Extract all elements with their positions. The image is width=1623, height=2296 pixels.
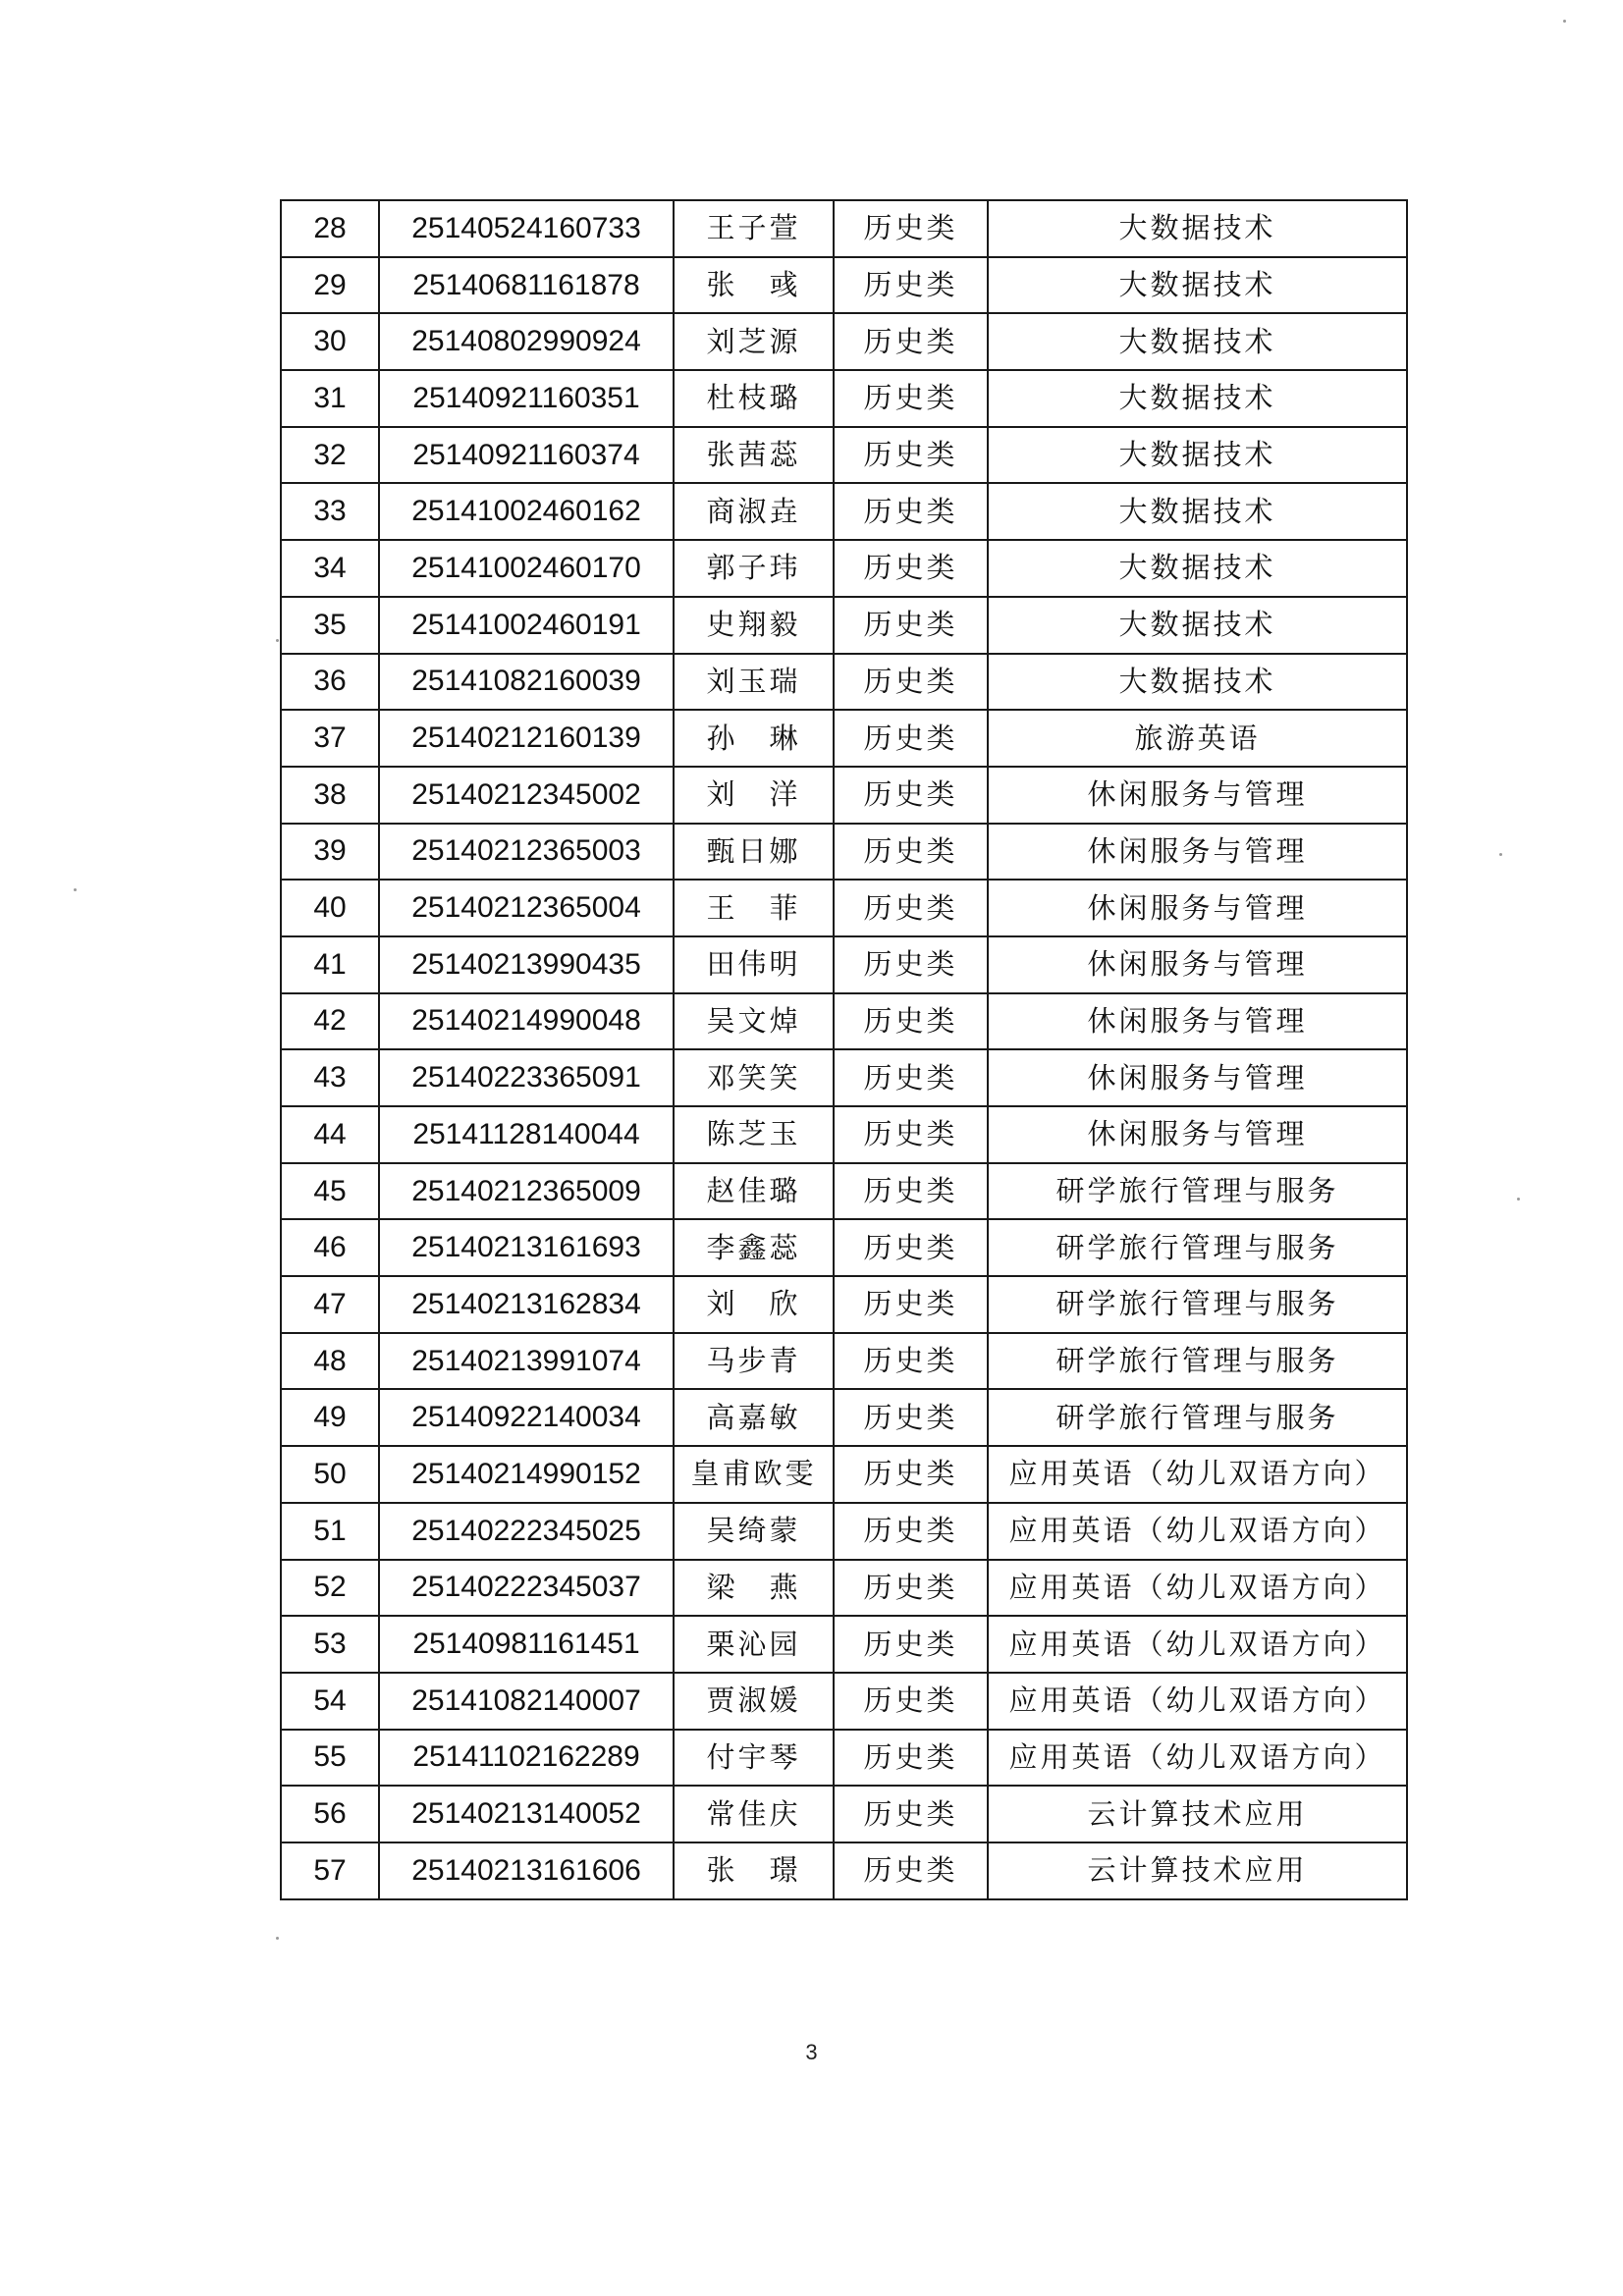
subject-category-cell: 历史类 bbox=[834, 1163, 988, 1220]
serial-number-cell: 35 bbox=[281, 597, 379, 654]
student-name-cell: 陈芝玉 bbox=[674, 1106, 834, 1163]
major-cell: 休闲服务与管理 bbox=[988, 1049, 1407, 1106]
major-cell: 大数据技术 bbox=[988, 597, 1407, 654]
subject-category-cell: 历史类 bbox=[834, 880, 988, 936]
candidate-id-cell: 25141082160039 bbox=[379, 654, 674, 711]
scan-speck bbox=[276, 639, 279, 642]
table-row bbox=[281, 1219, 1407, 1276]
table-row bbox=[281, 1106, 1407, 1163]
subject-category-cell: 历史类 bbox=[834, 993, 988, 1050]
serial-number-cell: 44 bbox=[281, 1106, 379, 1163]
subject-category-cell: 历史类 bbox=[834, 1673, 988, 1730]
serial-number-cell: 45 bbox=[281, 1163, 379, 1220]
serial-number-cell: 54 bbox=[281, 1673, 379, 1730]
subject-category-cell: 历史类 bbox=[834, 1389, 988, 1446]
subject-category-cell: 历史类 bbox=[834, 427, 988, 484]
student-name-cell: 梁 燕 bbox=[674, 1560, 834, 1617]
major-cell: 大数据技术 bbox=[988, 257, 1407, 314]
student-name-cell: 刘 洋 bbox=[674, 767, 834, 824]
candidate-id-cell: 25140922140034 bbox=[379, 1389, 674, 1446]
table-row bbox=[281, 1560, 1407, 1617]
table-row bbox=[281, 710, 1407, 767]
table-row bbox=[281, 767, 1407, 824]
candidate-id-cell: 25140524160733 bbox=[379, 200, 674, 257]
candidate-id-cell: 25141102162289 bbox=[379, 1730, 674, 1787]
table-row bbox=[281, 1616, 1407, 1673]
major-cell: 研学旅行管理与服务 bbox=[988, 1333, 1407, 1390]
major-cell: 云计算技术应用 bbox=[988, 1842, 1407, 1899]
major-cell: 研学旅行管理与服务 bbox=[988, 1219, 1407, 1276]
student-name-cell: 吴绮蒙 bbox=[674, 1503, 834, 1560]
subject-category-cell: 历史类 bbox=[834, 1276, 988, 1333]
subject-category-cell: 历史类 bbox=[834, 1219, 988, 1276]
table-row bbox=[281, 427, 1407, 484]
subject-category-cell: 历史类 bbox=[834, 200, 988, 257]
major-cell: 应用英语（幼儿双语方向） bbox=[988, 1616, 1407, 1673]
table-row bbox=[281, 1673, 1407, 1730]
table-row bbox=[281, 483, 1407, 540]
table-row bbox=[281, 824, 1407, 881]
scan-speck bbox=[276, 1937, 279, 1940]
subject-category-cell: 历史类 bbox=[834, 710, 988, 767]
candidate-id-cell: 25140213161606 bbox=[379, 1842, 674, 1899]
serial-number-cell: 47 bbox=[281, 1276, 379, 1333]
table-row bbox=[281, 1730, 1407, 1787]
table-row bbox=[281, 1503, 1407, 1560]
subject-category-cell: 历史类 bbox=[834, 540, 988, 597]
scan-speck bbox=[1563, 20, 1566, 23]
major-cell: 休闲服务与管理 bbox=[988, 1106, 1407, 1163]
candidate-id-cell: 25140212160139 bbox=[379, 710, 674, 767]
subject-category-cell: 历史类 bbox=[834, 1503, 988, 1560]
subject-category-cell: 历史类 bbox=[834, 824, 988, 881]
major-cell: 休闲服务与管理 bbox=[988, 824, 1407, 881]
serial-number-cell: 42 bbox=[281, 993, 379, 1050]
serial-number-cell: 40 bbox=[281, 880, 379, 936]
serial-number-cell: 46 bbox=[281, 1219, 379, 1276]
serial-number-cell: 30 bbox=[281, 313, 379, 370]
scan-speck bbox=[74, 888, 77, 891]
serial-number-cell: 49 bbox=[281, 1389, 379, 1446]
major-cell: 休闲服务与管理 bbox=[988, 880, 1407, 936]
major-cell: 应用英语（幼儿双语方向） bbox=[988, 1503, 1407, 1560]
table-row bbox=[281, 1786, 1407, 1842]
major-cell: 旅游英语 bbox=[988, 710, 1407, 767]
serial-number-cell: 52 bbox=[281, 1560, 379, 1617]
student-name-cell: 高嘉敏 bbox=[674, 1389, 834, 1446]
table-row bbox=[281, 936, 1407, 993]
candidate-id-cell: 25140921160374 bbox=[379, 427, 674, 484]
student-name-cell: 郭子玮 bbox=[674, 540, 834, 597]
page-number: 3 bbox=[805, 2040, 818, 2064]
major-cell: 大数据技术 bbox=[988, 313, 1407, 370]
candidate-id-cell: 25140214990152 bbox=[379, 1446, 674, 1503]
student-name-cell: 张 璟 bbox=[674, 1842, 834, 1899]
admission-list-table bbox=[280, 199, 1408, 1900]
table-row bbox=[281, 654, 1407, 711]
table-row bbox=[281, 1446, 1407, 1503]
student-name-cell: 史翔毅 bbox=[674, 597, 834, 654]
table-row bbox=[281, 1842, 1407, 1899]
subject-category-cell: 历史类 bbox=[834, 1049, 988, 1106]
candidate-id-cell: 25140212365003 bbox=[379, 824, 674, 881]
candidate-id-cell: 25140213162834 bbox=[379, 1276, 674, 1333]
table-row bbox=[281, 1389, 1407, 1446]
scan-speck bbox=[1499, 853, 1502, 856]
student-name-cell: 刘 欣 bbox=[674, 1276, 834, 1333]
major-cell: 休闲服务与管理 bbox=[988, 936, 1407, 993]
major-cell: 大数据技术 bbox=[988, 200, 1407, 257]
candidate-id-cell: 25141002460170 bbox=[379, 540, 674, 597]
subject-category-cell: 历史类 bbox=[834, 257, 988, 314]
table-row bbox=[281, 597, 1407, 654]
serial-number-cell: 39 bbox=[281, 824, 379, 881]
subject-category-cell: 历史类 bbox=[834, 1616, 988, 1673]
student-name-cell: 皇甫欧雯 bbox=[674, 1446, 834, 1503]
table-row bbox=[281, 370, 1407, 427]
student-name-cell: 常佳庆 bbox=[674, 1786, 834, 1842]
subject-category-cell: 历史类 bbox=[834, 313, 988, 370]
major-cell: 大数据技术 bbox=[988, 427, 1407, 484]
table-row bbox=[281, 313, 1407, 370]
candidate-id-cell: 25140212365004 bbox=[379, 880, 674, 936]
table-row bbox=[281, 1049, 1407, 1106]
subject-category-cell: 历史类 bbox=[834, 1786, 988, 1842]
student-name-cell: 王 菲 bbox=[674, 880, 834, 936]
major-cell: 研学旅行管理与服务 bbox=[988, 1389, 1407, 1446]
subject-category-cell: 历史类 bbox=[834, 597, 988, 654]
candidate-id-cell: 25140212345002 bbox=[379, 767, 674, 824]
subject-category-cell: 历史类 bbox=[834, 1560, 988, 1617]
serial-number-cell: 55 bbox=[281, 1730, 379, 1787]
student-name-cell: 吴文焯 bbox=[674, 993, 834, 1050]
subject-category-cell: 历史类 bbox=[834, 654, 988, 711]
serial-number-cell: 56 bbox=[281, 1786, 379, 1842]
subject-category-cell: 历史类 bbox=[834, 1842, 988, 1899]
serial-number-cell: 57 bbox=[281, 1842, 379, 1899]
table-body bbox=[281, 200, 1407, 1899]
serial-number-cell: 36 bbox=[281, 654, 379, 711]
scan-speck bbox=[1517, 1198, 1520, 1201]
student-name-cell: 刘玉瑞 bbox=[674, 654, 834, 711]
student-name-cell: 刘芝源 bbox=[674, 313, 834, 370]
table-row bbox=[281, 993, 1407, 1050]
student-name-cell: 孙 琳 bbox=[674, 710, 834, 767]
serial-number-cell: 37 bbox=[281, 710, 379, 767]
subject-category-cell: 历史类 bbox=[834, 936, 988, 993]
serial-number-cell: 51 bbox=[281, 1503, 379, 1560]
student-name-cell: 张茜蕊 bbox=[674, 427, 834, 484]
candidate-id-cell: 25140213990435 bbox=[379, 936, 674, 993]
candidate-id-cell: 25140921160351 bbox=[379, 370, 674, 427]
student-name-cell: 栗沁园 bbox=[674, 1616, 834, 1673]
serial-number-cell: 48 bbox=[281, 1333, 379, 1390]
candidate-id-cell: 25140222345025 bbox=[379, 1503, 674, 1560]
serial-number-cell: 32 bbox=[281, 427, 379, 484]
major-cell: 研学旅行管理与服务 bbox=[988, 1163, 1407, 1220]
major-cell: 应用英语（幼儿双语方向） bbox=[988, 1560, 1407, 1617]
major-cell: 研学旅行管理与服务 bbox=[988, 1276, 1407, 1333]
candidate-id-cell: 25140213161693 bbox=[379, 1219, 674, 1276]
major-cell: 休闲服务与管理 bbox=[988, 767, 1407, 824]
table-row bbox=[281, 257, 1407, 314]
serial-number-cell: 50 bbox=[281, 1446, 379, 1503]
serial-number-cell: 31 bbox=[281, 370, 379, 427]
table-row bbox=[281, 200, 1407, 257]
major-cell: 休闲服务与管理 bbox=[988, 993, 1407, 1050]
candidate-id-cell: 25140213140052 bbox=[379, 1786, 674, 1842]
student-name-cell: 杜枝璐 bbox=[674, 370, 834, 427]
major-cell: 应用英语（幼儿双语方向） bbox=[988, 1673, 1407, 1730]
student-name-cell: 贾淑媛 bbox=[674, 1673, 834, 1730]
subject-category-cell: 历史类 bbox=[834, 767, 988, 824]
candidate-id-cell: 25140212365009 bbox=[379, 1163, 674, 1220]
serial-number-cell: 41 bbox=[281, 936, 379, 993]
serial-number-cell: 29 bbox=[281, 257, 379, 314]
student-name-cell: 张 彧 bbox=[674, 257, 834, 314]
student-name-cell: 商淑垚 bbox=[674, 483, 834, 540]
major-cell: 应用英语（幼儿双语方向） bbox=[988, 1730, 1407, 1787]
table-row bbox=[281, 880, 1407, 936]
serial-number-cell: 53 bbox=[281, 1616, 379, 1673]
student-name-cell: 付宇琴 bbox=[674, 1730, 834, 1787]
student-name-cell: 邓笑笑 bbox=[674, 1049, 834, 1106]
candidate-id-cell: 25140981161451 bbox=[379, 1616, 674, 1673]
serial-number-cell: 34 bbox=[281, 540, 379, 597]
candidate-id-cell: 25140223365091 bbox=[379, 1049, 674, 1106]
serial-number-cell: 28 bbox=[281, 200, 379, 257]
subject-category-cell: 历史类 bbox=[834, 1730, 988, 1787]
major-cell: 大数据技术 bbox=[988, 370, 1407, 427]
major-cell: 大数据技术 bbox=[988, 483, 1407, 540]
candidate-id-cell: 25141002460191 bbox=[379, 597, 674, 654]
subject-category-cell: 历史类 bbox=[834, 483, 988, 540]
student-name-cell: 甄日娜 bbox=[674, 824, 834, 881]
student-name-cell: 田伟明 bbox=[674, 936, 834, 993]
candidate-id-cell: 25141128140044 bbox=[379, 1106, 674, 1163]
major-cell: 大数据技术 bbox=[988, 654, 1407, 711]
table-row bbox=[281, 1333, 1407, 1390]
student-name-cell: 赵佳璐 bbox=[674, 1163, 834, 1220]
student-name-cell: 马步青 bbox=[674, 1333, 834, 1390]
student-name-cell: 王子萱 bbox=[674, 200, 834, 257]
candidate-id-cell: 25140681161878 bbox=[379, 257, 674, 314]
table-row bbox=[281, 540, 1407, 597]
table-row bbox=[281, 1276, 1407, 1333]
candidate-id-cell: 25141082140007 bbox=[379, 1673, 674, 1730]
candidate-id-cell: 25140802990924 bbox=[379, 313, 674, 370]
candidate-id-cell: 25140222345037 bbox=[379, 1560, 674, 1617]
candidate-id-cell: 25141002460162 bbox=[379, 483, 674, 540]
subject-category-cell: 历史类 bbox=[834, 1106, 988, 1163]
subject-category-cell: 历史类 bbox=[834, 1446, 988, 1503]
table-row bbox=[281, 1163, 1407, 1220]
candidate-id-cell: 25140213991074 bbox=[379, 1333, 674, 1390]
serial-number-cell: 38 bbox=[281, 767, 379, 824]
major-cell: 应用英语（幼儿双语方向） bbox=[988, 1446, 1407, 1503]
student-name-cell: 李鑫蕊 bbox=[674, 1219, 834, 1276]
major-cell: 大数据技术 bbox=[988, 540, 1407, 597]
serial-number-cell: 43 bbox=[281, 1049, 379, 1106]
serial-number-cell: 33 bbox=[281, 483, 379, 540]
candidate-id-cell: 25140214990048 bbox=[379, 993, 674, 1050]
major-cell: 云计算技术应用 bbox=[988, 1786, 1407, 1842]
subject-category-cell: 历史类 bbox=[834, 370, 988, 427]
subject-category-cell: 历史类 bbox=[834, 1333, 988, 1390]
